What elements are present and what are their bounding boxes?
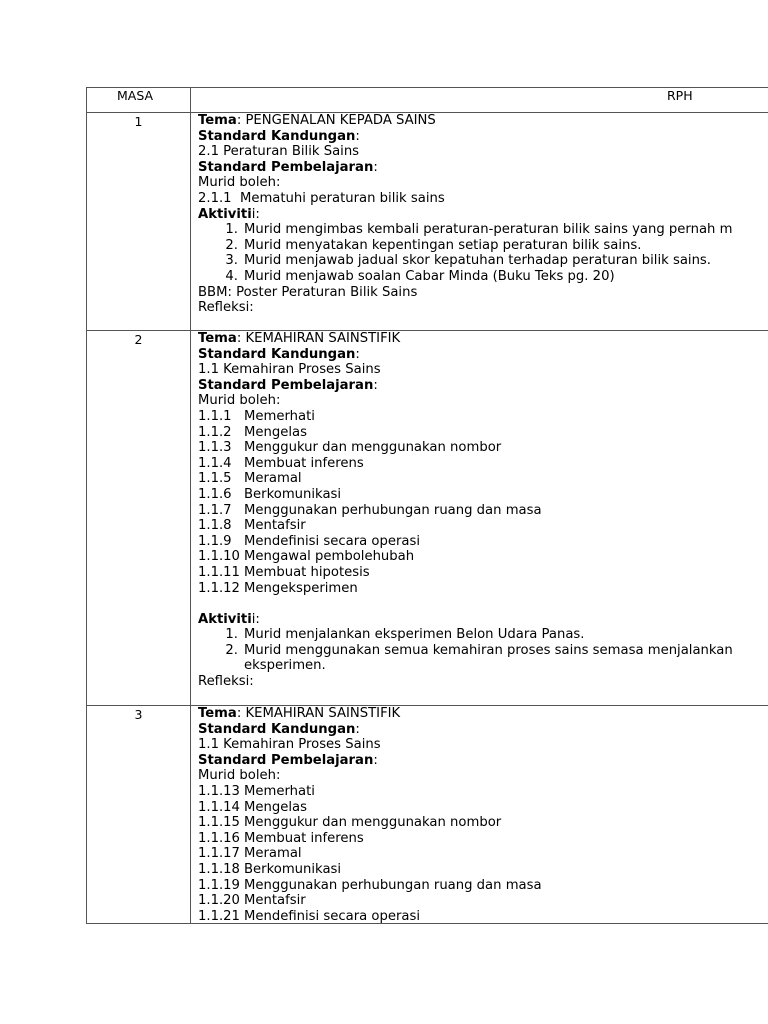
pembelajaran-label: Standard Pembelajaran (198, 752, 374, 768)
item-number: 1.1.8 (198, 518, 232, 534)
pembelajaran-item (198, 440, 768, 456)
list-text: Murid menjawab jadual skor kepatuhan terhadap peraturan bilik sains. (244, 253, 711, 269)
item-number: 1.1.14 (198, 799, 240, 815)
pembelajaran-item (198, 487, 768, 503)
aktiviti-heading (198, 207, 768, 223)
aktiviti-label: Aktiviti (198, 611, 252, 627)
pembelajaran-item (198, 565, 768, 581)
list-number: 2. (225, 642, 238, 658)
list-text: eksperimen. (244, 658, 326, 674)
kandungan-heading (198, 347, 768, 363)
separator: : (355, 721, 360, 737)
pembelajaran-item (198, 784, 768, 800)
separator: : (373, 752, 378, 768)
list-text: Murid menggunakan semua kemahiran proses sains semasa menjalankan (244, 642, 733, 658)
kandungan-value: 2.1 Peraturan Bilik Sains (198, 144, 360, 160)
item-text: Mengelas (244, 424, 307, 440)
table-left-border (86, 87, 87, 924)
list-number: 1. (225, 222, 238, 238)
pembelajaran-item (198, 893, 768, 909)
tema-label: Tema (198, 706, 237, 721)
refleksi-line: Refleksi: (198, 300, 254, 316)
murid-boleh: Murid boleh: (198, 175, 281, 191)
list-item (218, 643, 768, 659)
item-number: 1.1.11 (198, 564, 240, 580)
tema-line (198, 113, 768, 129)
separator: : (373, 377, 378, 393)
pembelajaran-item (198, 191, 768, 207)
item-text: Berkomunikasi (244, 861, 342, 877)
kandungan-heading (198, 129, 768, 145)
item-number: 1.1.1 (198, 408, 232, 424)
aktiviti-heading (198, 612, 768, 628)
item-text: Memerhati (244, 408, 315, 424)
pembelajaran-item (198, 503, 768, 519)
pembelajaran-item (198, 549, 768, 565)
pembelajaran-item (198, 471, 768, 487)
row-rph-content (198, 331, 768, 690)
tema-label: Tema (198, 113, 237, 128)
pembelajaran-label: Standard Pembelajaran (198, 377, 374, 393)
kandungan-label: Standard Kandungan (198, 128, 356, 144)
murid-boleh: Murid boleh: (198, 393, 281, 409)
item-text: Mendefinisi secara operasi (244, 908, 420, 924)
pembelajaran-item (198, 846, 768, 862)
tema-value: KEMAHIRAN SAINSTIFIK (245, 331, 401, 346)
pembelajaran-heading (198, 160, 768, 176)
item-text: Mengawal pembolehubah (244, 549, 415, 565)
aktiviti-list (198, 222, 768, 284)
item-number: 2.1.1 (198, 190, 232, 206)
row-masa: 2 (134, 332, 143, 347)
item-text: Membuat hipotesis (244, 564, 370, 580)
pembelajaran-item (198, 909, 768, 925)
item-text: Memerhati (244, 783, 315, 799)
row-masa: 3 (134, 707, 143, 722)
list-text: Murid menjalankan eksperimen Belon Udara Panas. (244, 627, 585, 643)
list-item (218, 269, 768, 285)
tema-line (198, 706, 768, 722)
separator: : (373, 159, 378, 175)
pembelajaran-item (198, 425, 768, 441)
item-number: 1.1.4 (198, 455, 232, 471)
list-number: 1. (225, 627, 238, 643)
item-number: 1.1.19 (198, 877, 240, 893)
pembelajaran-heading (198, 753, 768, 769)
item-text: Mengelas (244, 799, 307, 815)
item-number: 1.1.2 (198, 424, 232, 440)
item-text: Meramal (244, 471, 302, 487)
item-number: 1.1.6 (198, 486, 232, 502)
item-text: Mentafsir (244, 893, 306, 909)
separator: : (236, 706, 246, 721)
item-text: Mematuhi peraturan bilik sains (231, 190, 445, 206)
pembelajaran-item (198, 815, 768, 831)
item-text: Mendefinisi secara operasi (244, 533, 420, 549)
pembelajaran-item (198, 534, 768, 550)
list-item (218, 238, 768, 254)
item-number: 1.1.16 (198, 830, 240, 846)
spacer (198, 596, 768, 612)
aktiviti-list (198, 627, 768, 674)
item-number: 1.1.10 (198, 549, 240, 565)
item-number: 1.1.7 (198, 502, 232, 518)
kandungan-value: 1.1 Kemahiran Proses Sains (198, 362, 381, 378)
row-masa: 1 (134, 114, 143, 129)
header-masa: MASA (117, 88, 154, 103)
list-number: 3. (225, 253, 238, 269)
pembelajaran-item (198, 581, 768, 597)
pembelajaran-item (198, 878, 768, 894)
separator: : (355, 346, 360, 362)
item-number: 1.1.5 (198, 471, 232, 487)
table-top-border (86, 87, 768, 88)
column-divider (190, 87, 191, 924)
item-text: Membuat inferens (244, 455, 364, 471)
tema-value: PENGENALAN KEPADA SAINS (245, 113, 436, 128)
row-rph-content (198, 113, 768, 316)
kandungan-label: Standard Kandungan (198, 721, 356, 737)
list-item-continuation (218, 658, 768, 674)
item-text: Menggunakan perhubungan ruang dan masa (244, 877, 542, 893)
row-rph-content (198, 706, 768, 924)
item-text: Meramal (244, 846, 302, 862)
kandungan-heading (198, 722, 768, 738)
pembelajaran-item (198, 409, 768, 425)
item-number: 1.1.13 (198, 783, 240, 799)
aktiviti-label-tail: i: (251, 611, 260, 627)
item-number: 1.1.21 (198, 908, 240, 924)
item-text: Menggukur dan menggunakan nombor (244, 815, 502, 831)
item-number: 1.1.18 (198, 861, 240, 877)
list-item (218, 222, 768, 238)
separator: : (355, 128, 360, 144)
aktiviti-label: Aktiviti (198, 206, 252, 222)
list-text: Murid menyatakan kepentingan setiap peraturan bilik sains. (244, 237, 642, 253)
pembelajaran-label: Standard Pembelajaran (198, 159, 374, 175)
item-number: 1.1.20 (198, 893, 240, 909)
item-text: Menggunakan perhubungan ruang dan masa (244, 502, 542, 518)
bbm-line: BBM: Poster Peraturan Bilik Sains (198, 284, 418, 300)
item-number: 1.1.15 (198, 815, 240, 831)
pembelajaran-item (198, 831, 768, 847)
pembelajaran-item (198, 862, 768, 878)
item-text: Menggukur dan menggunakan nombor (244, 440, 502, 456)
list-text: Murid mengimbas kembali peraturan-peraturan bilik sains yang pernah m (244, 222, 733, 238)
tema-label: Tema (198, 331, 237, 346)
list-number: 2. (225, 237, 238, 253)
separator: : (236, 331, 246, 346)
aktiviti-label-tail: i: (251, 206, 260, 222)
kandungan-value: 1.1 Kemahiran Proses Sains (198, 737, 381, 753)
kandungan-label: Standard Kandungan (198, 346, 356, 362)
tema-value: KEMAHIRAN SAINSTIFIK (245, 706, 401, 721)
item-text: Berkomunikasi (244, 486, 342, 502)
pembelajaran-item (198, 456, 768, 472)
item-number: 1.1.12 (198, 580, 240, 596)
separator: : (236, 113, 246, 128)
header-rph: RPH (667, 88, 693, 103)
refleksi-line: Refleksi: (198, 674, 254, 690)
list-item (218, 253, 768, 269)
list-text: Murid menjawab soalan Cabar Minda (Buku Teks pg. 20) (244, 268, 615, 284)
murid-boleh: Murid boleh: (198, 768, 281, 784)
list-number: 4. (225, 268, 238, 284)
item-text: Mentafsir (244, 518, 306, 534)
pembelajaran-heading (198, 378, 768, 394)
tema-line (198, 331, 768, 347)
item-number: 1.1.9 (198, 533, 232, 549)
item-number: 1.1.17 (198, 846, 240, 862)
item-number: 1.1.3 (198, 440, 232, 456)
pembelajaran-item (198, 518, 768, 534)
list-item (218, 627, 768, 643)
pembelajaran-item (198, 800, 768, 816)
item-text: Mengeksperimen (244, 580, 358, 596)
item-text: Membuat inferens (244, 830, 364, 846)
